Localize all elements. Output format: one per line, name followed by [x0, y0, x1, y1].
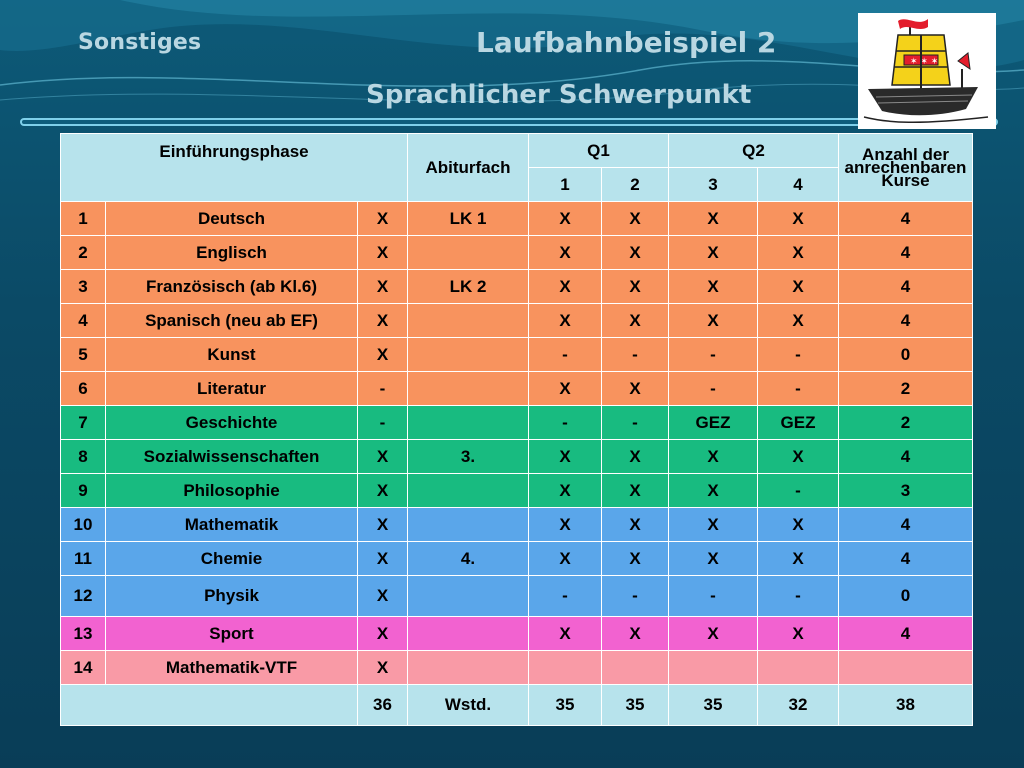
- ship-crest-logo: [858, 13, 996, 129]
- sem2-mark: -: [602, 338, 669, 372]
- table-row: [61, 406, 973, 440]
- ef-mark: X: [358, 576, 408, 617]
- sem1-mark: X: [529, 202, 602, 236]
- sem2-mark: [602, 651, 669, 685]
- page-subtitle: Sprachlicher Schwerpunkt: [366, 80, 752, 110]
- footer-sem1-total: 35: [529, 685, 602, 726]
- ef-mark: X: [358, 617, 408, 651]
- sem3-mark: X: [669, 617, 758, 651]
- ef-mark: -: [358, 372, 408, 406]
- row-number: 5: [61, 338, 106, 372]
- sem2-mark: X: [602, 372, 669, 406]
- footer-blank: [61, 685, 358, 726]
- sem2-mark: X: [602, 542, 669, 576]
- subject-name: Physik: [106, 576, 358, 617]
- row-number: 9: [61, 474, 106, 508]
- table-row: [61, 304, 973, 338]
- abi-mark: [408, 406, 529, 440]
- row-number: 12: [61, 576, 106, 617]
- sem4-mark: X: [758, 542, 839, 576]
- sem1-mark: -: [529, 338, 602, 372]
- sem2-mark: X: [602, 202, 669, 236]
- row-number: 4: [61, 304, 106, 338]
- course-count: 4: [839, 202, 973, 236]
- row-number: 13: [61, 617, 106, 651]
- subject-name: Deutsch: [106, 202, 358, 236]
- header-q1: Q1: [529, 134, 669, 168]
- sem1-mark: X: [529, 617, 602, 651]
- sem1-mark: X: [529, 440, 602, 474]
- sem1-mark: X: [529, 542, 602, 576]
- abi-mark: LK 2: [408, 270, 529, 304]
- sem3-mark: [669, 651, 758, 685]
- sem3-mark: X: [669, 474, 758, 508]
- ef-mark: X: [358, 236, 408, 270]
- row-number: 10: [61, 508, 106, 542]
- row-number: 14: [61, 651, 106, 685]
- footer-sem2-total: 35: [602, 685, 669, 726]
- sem3-mark: -: [669, 338, 758, 372]
- sem2-mark: X: [602, 508, 669, 542]
- sem2-mark: -: [602, 576, 669, 617]
- subject-name: Mathematik-VTF: [106, 651, 358, 685]
- title-divider: [20, 118, 998, 126]
- sem3-mark: GEZ: [669, 406, 758, 440]
- ef-mark: X: [358, 202, 408, 236]
- subject-name: Französisch (ab Kl.6): [106, 270, 358, 304]
- subject-name: Philosophie: [106, 474, 358, 508]
- sem1-mark: X: [529, 474, 602, 508]
- sem4-mark: X: [758, 440, 839, 474]
- table-footer-row: [61, 685, 973, 726]
- header-q2: Q2: [669, 134, 839, 168]
- sem1-mark: -: [529, 406, 602, 440]
- course-count: 3: [839, 474, 973, 508]
- row-number: 8: [61, 440, 106, 474]
- sem2-mark: X: [602, 617, 669, 651]
- abi-mark: [408, 508, 529, 542]
- row-number: 6: [61, 372, 106, 406]
- abi-mark: [408, 617, 529, 651]
- row-number: 7: [61, 406, 106, 440]
- subject-name: Sozialwissenschaften: [106, 440, 358, 474]
- table-row: [61, 372, 973, 406]
- course-count: [839, 651, 973, 685]
- abi-mark: LK 1: [408, 202, 529, 236]
- footer-sem4-total: 32: [758, 685, 839, 726]
- sem4-mark: GEZ: [758, 406, 839, 440]
- ef-mark: X: [358, 440, 408, 474]
- row-number: 3: [61, 270, 106, 304]
- sem1-mark: -: [529, 576, 602, 617]
- sem2-mark: X: [602, 270, 669, 304]
- sem4-mark: -: [758, 576, 839, 617]
- subject-name: Englisch: [106, 236, 358, 270]
- sem2-mark: X: [602, 304, 669, 338]
- subject-name: Mathematik: [106, 508, 358, 542]
- header-sem-1: 1: [529, 168, 602, 202]
- table-header-row-1: [61, 134, 973, 168]
- svg-text:✶ ✶ ✶: ✶ ✶ ✶: [910, 57, 939, 67]
- sem3-mark: X: [669, 304, 758, 338]
- sem2-mark: -: [602, 406, 669, 440]
- abi-mark: [408, 236, 529, 270]
- sem3-mark: X: [669, 236, 758, 270]
- ef-mark: X: [358, 508, 408, 542]
- sem4-mark: X: [758, 236, 839, 270]
- subject-name: Literatur: [106, 372, 358, 406]
- sem1-mark: X: [529, 270, 602, 304]
- footer-unit: Wstd.: [408, 685, 529, 726]
- table-row: [61, 440, 973, 474]
- sem3-mark: X: [669, 440, 758, 474]
- sem4-mark: [758, 651, 839, 685]
- course-count: 4: [839, 508, 973, 542]
- course-count: 4: [839, 270, 973, 304]
- course-count: 0: [839, 338, 973, 372]
- sem4-mark: -: [758, 474, 839, 508]
- sem3-mark: X: [669, 270, 758, 304]
- row-number: 2: [61, 236, 106, 270]
- header-einfuehrungsphase: Einführungsphase: [61, 134, 408, 202]
- header-sem-2: 2: [602, 168, 669, 202]
- table-row: [61, 474, 973, 508]
- sem4-mark: X: [758, 617, 839, 651]
- footer-ef-total: 36: [358, 685, 408, 726]
- sem2-mark: X: [602, 440, 669, 474]
- sem4-mark: X: [758, 202, 839, 236]
- table-row: [61, 202, 973, 236]
- abi-mark: [408, 372, 529, 406]
- table-row: [61, 236, 973, 270]
- sem1-mark: X: [529, 372, 602, 406]
- sem4-mark: -: [758, 372, 839, 406]
- abi-mark: 3.: [408, 440, 529, 474]
- course-count: 4: [839, 542, 973, 576]
- header-sem-4: 4: [758, 168, 839, 202]
- row-number: 11: [61, 542, 106, 576]
- table-row: [61, 576, 973, 617]
- abi-mark: [408, 576, 529, 617]
- ef-mark: X: [358, 474, 408, 508]
- course-count: 4: [839, 440, 973, 474]
- ef-mark: X: [358, 338, 408, 372]
- sem1-mark: [529, 651, 602, 685]
- ship-crest-icon: [858, 13, 996, 129]
- subject-name: Geschichte: [106, 406, 358, 440]
- sem3-mark: X: [669, 508, 758, 542]
- course-plan-table: [60, 133, 973, 726]
- sem1-mark: X: [529, 508, 602, 542]
- header-abiturfach: Abiturfach: [408, 134, 529, 202]
- sem4-mark: X: [758, 270, 839, 304]
- course-count: 2: [839, 372, 973, 406]
- course-count: 4: [839, 236, 973, 270]
- header-sem-3: 3: [669, 168, 758, 202]
- ef-mark: X: [358, 270, 408, 304]
- table-row: [61, 651, 973, 685]
- footer-count-total: 38: [839, 685, 973, 726]
- sem3-mark: X: [669, 542, 758, 576]
- table-row: [61, 338, 973, 372]
- sem4-mark: -: [758, 338, 839, 372]
- sem3-mark: X: [669, 202, 758, 236]
- footer-sem3-total: 35: [669, 685, 758, 726]
- sem1-mark: X: [529, 236, 602, 270]
- abi-mark: 4.: [408, 542, 529, 576]
- course-count: 4: [839, 304, 973, 338]
- abi-mark: [408, 338, 529, 372]
- sem4-mark: X: [758, 304, 839, 338]
- page-title: Laufbahnbeispiel 2: [476, 26, 777, 59]
- ef-mark: X: [358, 304, 408, 338]
- sem4-mark: X: [758, 508, 839, 542]
- sem3-mark: -: [669, 576, 758, 617]
- subject-name: Kunst: [106, 338, 358, 372]
- course-count: 0: [839, 576, 973, 617]
- table-row: [61, 508, 973, 542]
- sem3-mark: -: [669, 372, 758, 406]
- ef-mark: X: [358, 651, 408, 685]
- table-row: [61, 617, 973, 651]
- subject-name: Spanisch (neu ab EF): [106, 304, 358, 338]
- subject-name: Sport: [106, 617, 358, 651]
- ef-mark: -: [358, 406, 408, 440]
- section-label: Sonstiges: [78, 30, 202, 55]
- subject-name: Chemie: [106, 542, 358, 576]
- abi-mark: [408, 651, 529, 685]
- ef-mark: X: [358, 542, 408, 576]
- table-row: [61, 542, 973, 576]
- sem2-mark: X: [602, 236, 669, 270]
- course-count: 4: [839, 617, 973, 651]
- table-row: [61, 270, 973, 304]
- abi-mark: [408, 474, 529, 508]
- abi-mark: [408, 304, 529, 338]
- sem1-mark: X: [529, 304, 602, 338]
- header-anzahl-kurse: Anzahl der anrechenbaren Kurse: [839, 134, 973, 202]
- course-count: 2: [839, 406, 973, 440]
- row-number: 1: [61, 202, 106, 236]
- sem2-mark: X: [602, 474, 669, 508]
